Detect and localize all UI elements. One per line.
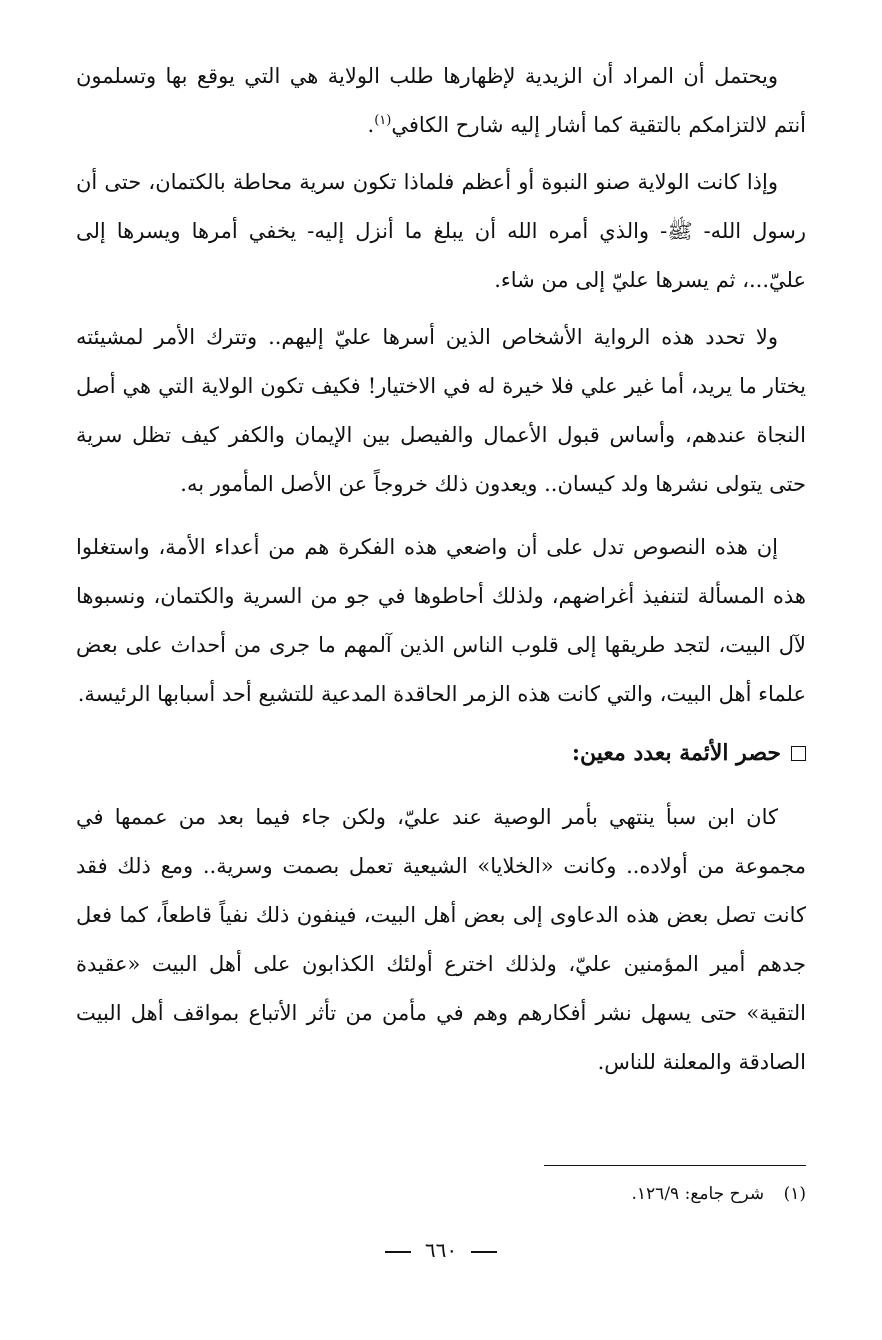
footnote-text: شرح جامع: ١٢٦/٩.	[631, 1184, 765, 1204]
footnote-divider	[544, 1165, 806, 1166]
page-body	[76, 52, 806, 1087]
page-number-text: ٦٦٠	[424, 1238, 458, 1262]
paragraph-1-end: .	[367, 113, 375, 137]
section-heading-text: حصر الأئمة بعدد معين:	[571, 740, 781, 766]
paragraph-1-text: ويحتمل أن المراد أن الزيدية لإظهارها طلب الولاية هي التي يوقع بها وتسلمون أنتم لالتزامكم بالتقية كما أشار إليه شارح الكافي	[76, 64, 806, 137]
footnote-reference: (١)	[374, 113, 392, 128]
paragraph-3: ولا تحدد هذه الرواية الأشخاص الذين أسرها عليّ إليهم.. وتترك الأمر لمشيئته يختار ما يريد، أما غير علي فلا خيرة له في الاختيار! فكيف تكون الولاية التي هي أصل النجاة عندهم، وأساس قبول الأعمال والفيصل بين الإيمان والكفر كيف تظل سرية حتى يتولى نشرها ولد كيسان.. ويعدون ذلك خروجاً عن الأصل المأمور به.	[76, 325, 806, 496]
paragraph-2: وإذا كانت الولاية صنو النبوة أو أعظم فلماذا تكون سرية محاطة بالكتمان، حتى أن رسول الله- ﷺ- والذي أمره الله أن يبلغ ما أنزل إليه- يخفي أمرها ويسرها إلى عليّ...، ثم يسرها عليّ إلى من شاء.	[76, 170, 806, 292]
paragraph-1	[76, 52, 806, 150]
section-heading	[76, 727, 806, 779]
page-number	[0, 1238, 882, 1262]
paragraph-5: كان ابن سبأ ينتهي بأمر الوصية عند عليّ، ولكن جاء فيما بعد من عممها في مجموعة من أولاده.. وكانت «الخلايا» الشيعية تعمل بصمت وسرية.. ومع ذلك فقد كانت تصل بعض هذه الدعاوى إلى بعض أهل البيت، فينفون ذلك نفياً قاطعاً، كما فعل جدهم أمير المؤمنين عليّ، ولذلك اخترع أولئك الكذابون على أهل البيت «عقيدة التقية» حتى يسهل نشر أفكارهم وهم في مأمن من تأثر الأتباع بمواقف أهل البيت الصادقة والمعلنة للناس.	[76, 805, 806, 1074]
page-number-dash-right	[471, 1251, 497, 1253]
footnote-number: (١)	[783, 1184, 806, 1204]
checkbox-square-icon	[791, 746, 806, 761]
footnote	[76, 1180, 806, 1208]
paragraph-4: إن هذه النصوص تدل على أن واضعي هذه الفكرة هم من أعداء الأمة، واستغلوا هذه المسألة لتنفيذ أغراضهم، ولذلك أحاطوها في جو من السرية والكتمان، ونسبوها لآل البيت، لتجد طريقها إلى قلوب الناس الذين آلمهم ما جرى من أحداث على بعض علماء أهل البيت، والتي كانت هذه الزمر الحاقدة المدعية للتشيع أحد أسبابها الرئيسة.	[76, 535, 806, 706]
page-number-dash-left	[385, 1251, 411, 1253]
